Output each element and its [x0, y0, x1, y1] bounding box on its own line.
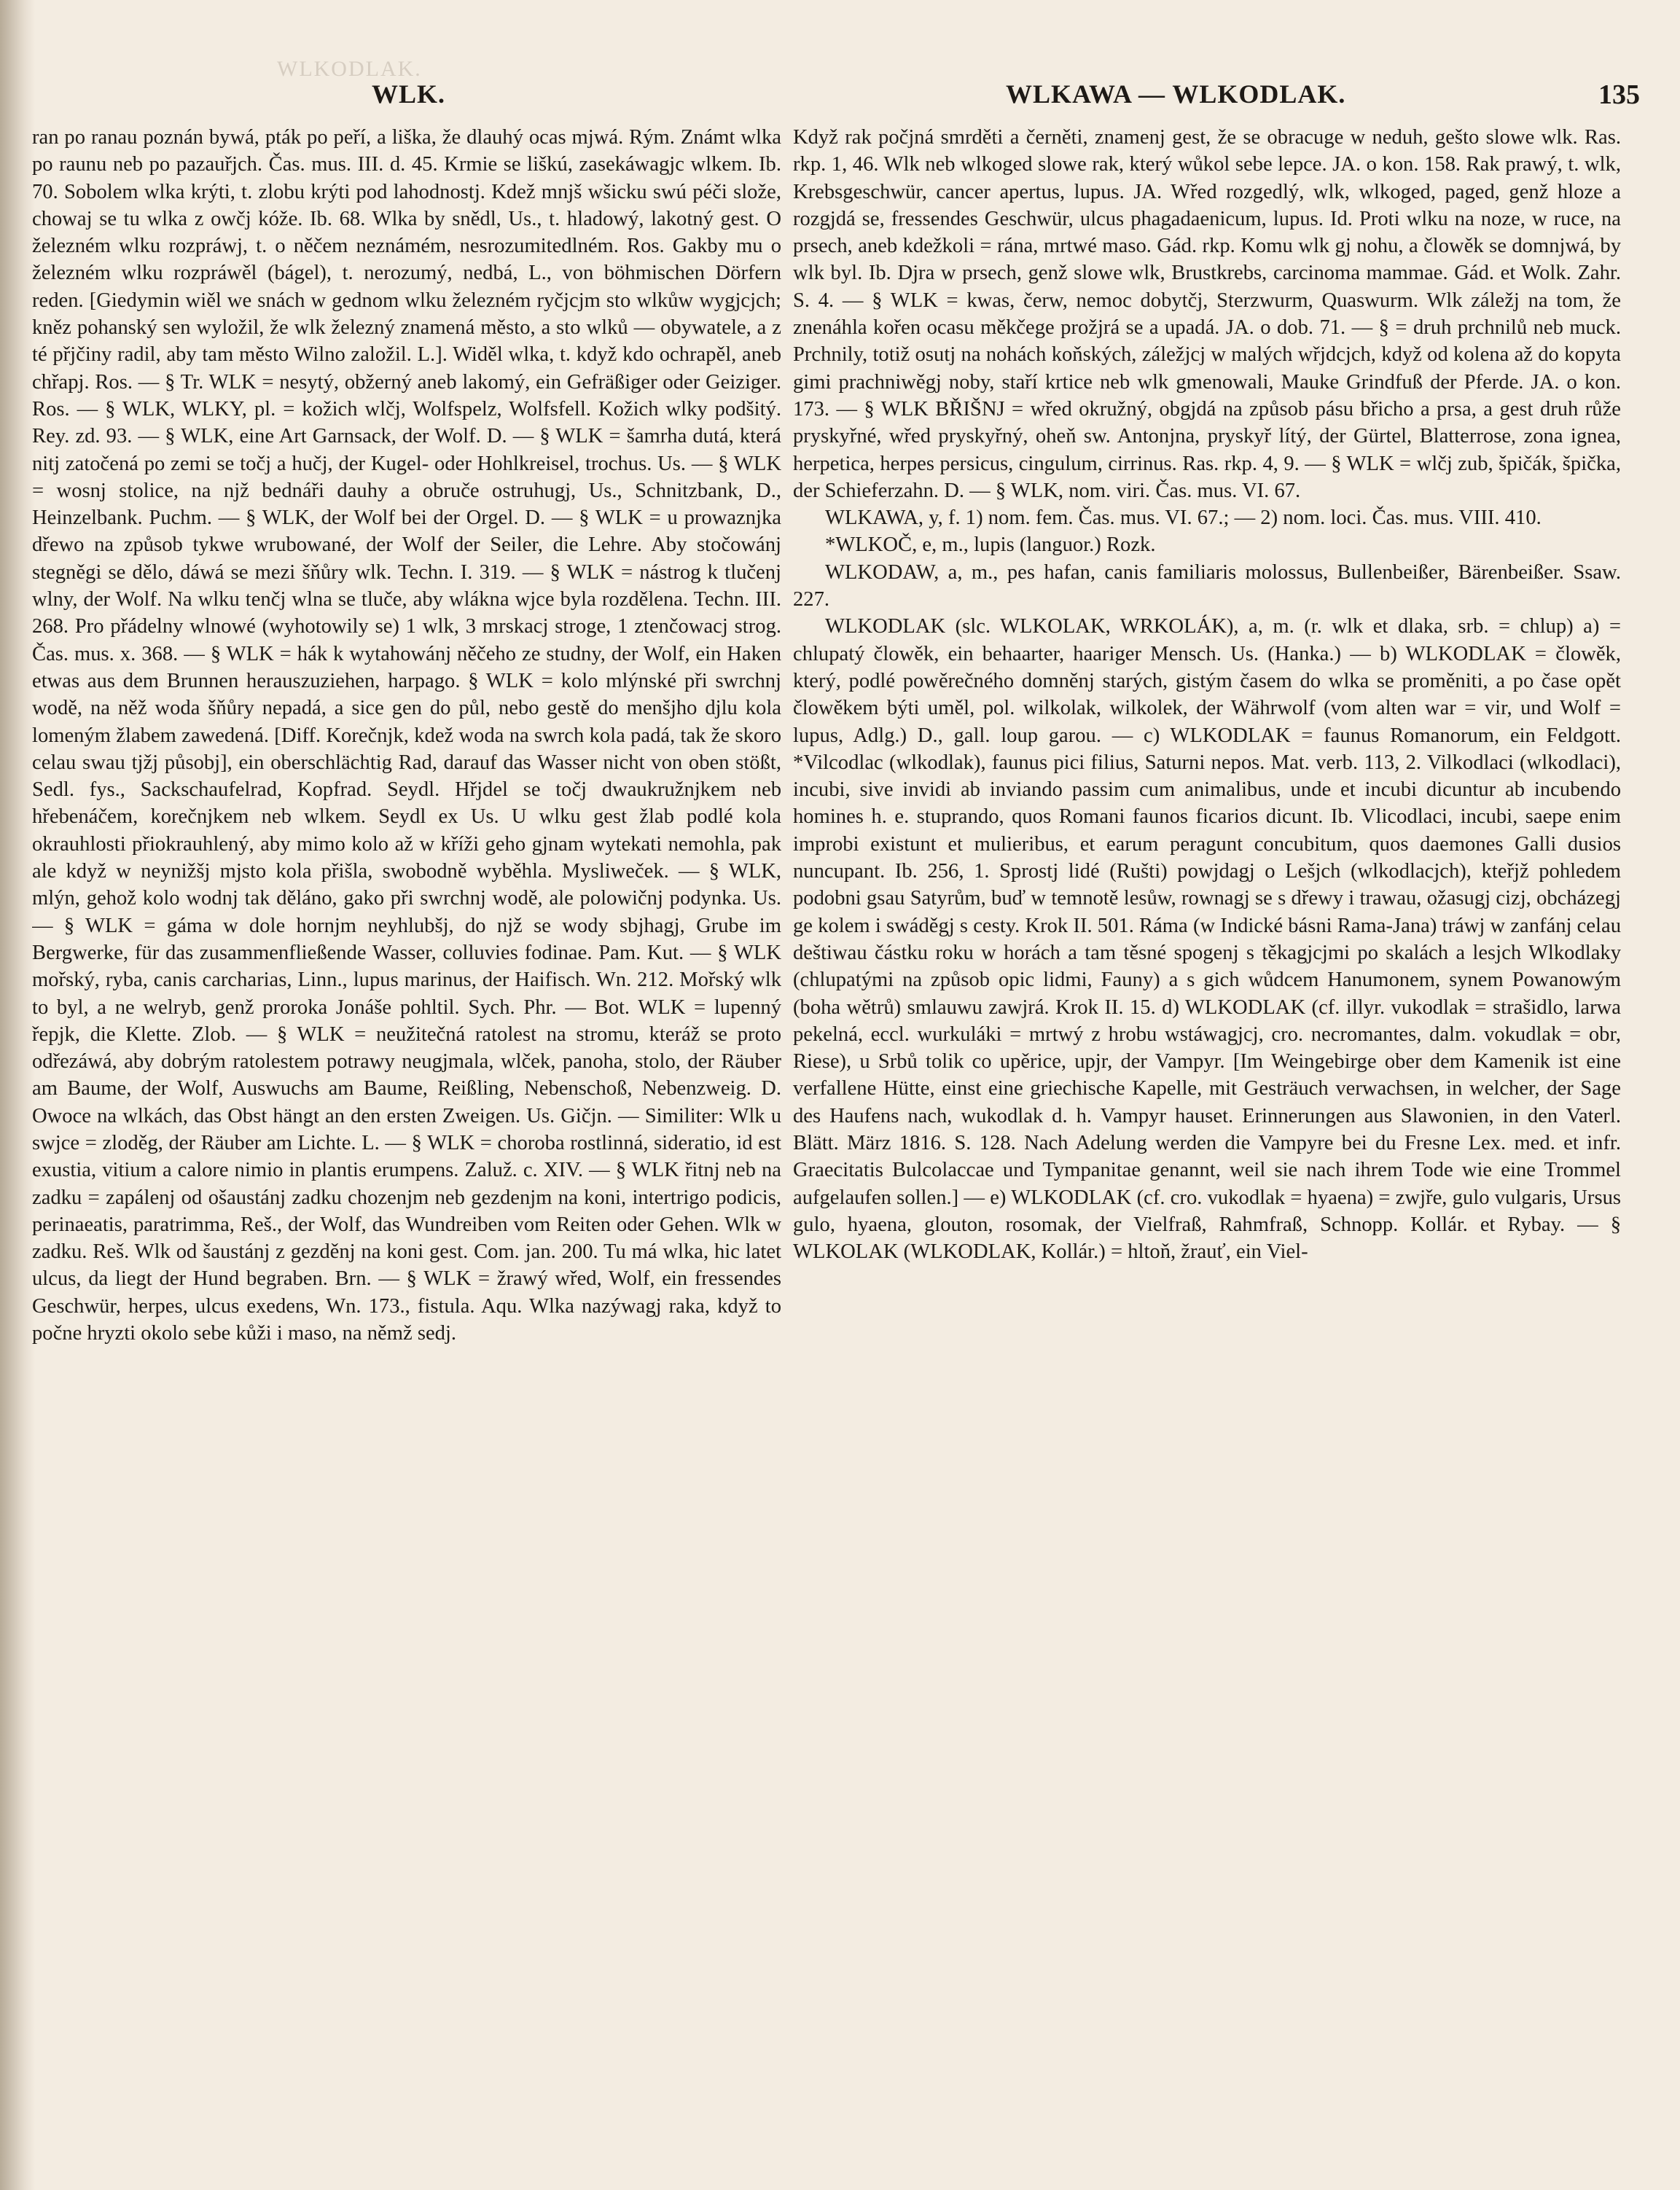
bleed-through-text: WLKODLAK.	[277, 57, 422, 81]
dictionary-entry-continuation: Když rak počjná smrděti a černěti, znamenj gest, že se obracuge w neduh, gešto slowe wlk. Ras. rkp. 1, 46. Wlk neb wlkoged slowe rak, který wůkol sebe lepce. JA. o kon. 158. Rak prawý, t. wlk, Krebsgeschwür, cancer apertus, lupus. JA. Wřed rozgedlý, wlk, wlkoged, paged, genž hloze a rozgjdá se, fressendes Geschwür, ulcus phagadaenicum, lupus. Id. Proti wlku na noze, w ruce, na prsech, aneb kdežkoli = rána, mrtwé maso. Gád. rkp. Komu wlk gj nohu, a člowěk se domnjwá, by wlk byl. Ib. Djra w prsech, genž slowe wlk, Brustkrebs, carcinoma mammae. Gád. et Wolk. Zahr. S. 4. — § WLK = kwas, čerw, nemoc dobytčj, Sterzwurm, Quaswurm. Wlk záležj na tom, že znenáhla kořen ocasu měkčege prožjrá se a upadá. JA. o dob. 71. — § = druh prchnilů neb muck. Prchnily, totiž osutj na nohách koňských, záležjcj w malých wřjdcjch, když od kolena až do kopyta gimi prachniwěgj noby, staří krtice neb wlk gmenowali, Mauke Grindfuß der Pferde. JA. o kon. 173. — § WLK BŘIŠNJ = wřed okružný, obgjdá na způsob pásu břicho a prsa, a gest druh růže pryskyřné, wřed pryskyřný, oheň sw. Antonjna, pryskyř lítý, der Gürtel, Blatterrose, zona ignea, herpetica, herpes persicus, cingulum, cirrinus. Ras. rkp. 4, 9. — § WLK = wlčj zub, špičák, špička, der Schieferzahn. D. — § WLK, nom. viri. Čas. mus. VI. 67.	[793, 126, 1621, 502]
running-header	[29, 79, 1640, 115]
dictionary-entry: WLKAWA, y, f. 1) nom. fem. Čas. mus. VI. 67.; — 2) nom. loci. Čas. mus. VIII. 410.	[825, 507, 1542, 530]
header-left-word: WLK.	[372, 79, 446, 109]
dictionary-entry: WLKODAW, a, m., pes hafan, canis familiaris molossus, Bullenbeißer, Bärenbeißer. Ssaw. 227.	[793, 560, 1621, 611]
header-center-words: WLKAWA — WLKODLAK.	[1006, 79, 1346, 109]
dictionary-entry: WLKODLAK (slc. WLKOLAK, WRKOLÁK), a, m. (r. wlk et dlaka, srb. = chlup) a) = chlupatý člowěk, ein behaarter, haariger Mensch. Us. (Hanka.) — b) WLKODLAK = člowěk, který, podlé powěrečného domněnj starých, gistým časem do wlka se proměniti, a po čase opět člowěkem býti uměl, pol. wilkolak, wilkolek, der Währwolf (vom alten war = vir, und Wolf = lupus, Adlg.) D., gall. loup garou. — c) WLKODLAK = faunus Romanorum, ein Feldgott. *Vilcodlac (wlkodlak), faunus pici filius, Saturni nepos. Mat. verb. 113, 2. Vilkodlaci (wlkodlaci), incubi, sive invidi ab inviando passim cum animalibus, unde et incubi dicuntur ab incubendo homines h. e. stuprando, quos Romani faunos ficarios dicunt. Ib. Vlicodlaci, incubi, saepe enim improbi existunt et mulieribus, et earum peragunt concubitum, quos daemones Galli dusios nuncupant. Ib. 256, 1. Sprostj lidé (Rušti) powjdagj o Lešjch (wlkodlacjch), kteřjž pohledem podobni gsau Satyrům, buď w temnotě lesůw, rownagj se s dřewy i trawau, ožasugj cizj, obcházegj ge kolem i swáděgj s cesty. Krok II. 501. Ráma (w Indické básni Rama-Jana) tráwj w zanfánj celau deštiwau částku roku w horách a tam těsné spogenj s těkagjcjmi po skalách a lesjch Wlkodlaky (chlupatými na způsob opic lidmi, Fauny) a s gich wůdcem Hanumonem, synem Powanowým (boha wětrů) smlauwu zawjrá. Krok II. 15. d) WLKODLAK (cf. illyr. vukodlak = strašidlo, larwa pekelná, eccl. wurkuláki = mrtwý z hrobu wstáwagjcj, cro. necromantes, dalm. vokudlak = obr, Riese), u Srbů tolik co upěrice, upjr, der Vampyr. [Im Weingebirge ober dem Kamenik ist eine verfallene Hütte, einst eine griechische Kapelle, mit Gesträuch verwachsen, in welcher, der Sage des Haufens nach, wukodlak d. h. Vampyr hauset. Erinnerungen aus Slawonien, in den Vaterl. Blätt. März 1816. S. 128. Nach Adelung werden die Vampyre bei du Fresne Lex. med. et infr. Graecitatis Bulcolaccae und Tympanitae genannt, weil sie nach ihrem Tode wie eine Trommel aufgelaufen sollen.] — e) WLKODLAK (cf. cro. vukodlak = hyaena) = zwjře, gulo vulgaris, Ursus gulo, hyaena, glouton, rosomak, der Vielfraß, Rahmfraß, Schnopp. Kollár. et Rybay. — § WLKOLAK (WLKODLAK, Kollár.) = hltoň, žrauť, ein Viel-	[793, 615, 1621, 1264]
left-column	[32, 124, 781, 2164]
dictionary-entry: *WLKOČ, e, m., lupis (languor.) Rozk.	[825, 533, 1156, 557]
page-gutter-shadow	[0, 0, 35, 2190]
dictionary-entry-continuation: ran po ranau poznán bywá, pták po peří, a liška, že dlauhý ocas mjwá. Rým. Známt wlka po raunu neb po pazauřjch. Čas. mus. III. d. 45. Krmie se liškú, zasekáwagjc wlkem. Ib. 70. Sobolem wlka krýti, t. zlobu krýti pod lahodnostj. Kdež mnjš wšicku swú péči slože, chowaj se tu wlka z owčj kóže. Ib. 68. Wlka by snědl, Us., t. hladowý, lakotný gest. O železném wlku rozpráwj, t. o něčem neznámém, nesrozumitedlném. Ros. Gakby mu o železném wlku rozpráwěl (bágel), t. nerozumý, nedbá, L., von böhmischen Dörfern reden. [Giedymin wiěl we snách w gednom wlku železném ryčjcjm sto wlkůw wygjcjch; kněz pohanský sen wyložil, že wlk železný znamená město, a sto wlků — obywatele, a z té přjčiny radil, aby tam město Wilno založil. L.]. Widěl wlka, t. když kdo ochrapěl, aneb chřapj. Ros. — § Tr. WLK = nesytý, obžerný aneb lakomý, ein Gefräßiger oder Geiziger. Ros. — § WLK, WLKY, pl. = kožich wlčj, Wolfspelz, Wolfsfell. Kožich wlky podšitý. Rey. zd. 93. — § WLK, eine Art Garnsack, der Wolf. D. — § WLK = šamrha dutá, která nitj zatočená po zemi se točj a hučj, der Kugel- oder Hohlkreisel, trochus. Us. — § WLK = wosnj stolice, na njž bednáři dauhy a obruče ostruhugj, Us., Schnitzbank, D., Heinzelbank. Puchm. — § WLK, der Wolf bei der Orgel. D. — § WLK = u prowaznjka dřewo na způsob tykwe wrubowané, der Wolf der Seiler, die Lehre. Aby stočowánj stegněgi se dělo, dáwá se mezi šňůry wlk. Techn. I. 319. — § WLK = nástrog k tlučenj wlny, der Wolf. Na wlku tenčj wlna se tluče, aby wlákna wjce byla rozdělena. Techn. III. 268. Pro přádelny wlnowé (wyhotowily se) 1 wlk, 3 mrskacj stroge, 1 ztenčowacj strog. Čas. mus. x. 368. — § WLK = hák k wytahowánj něčeho ze studny, der Wolf, ein Haken etwas aus dem Brunnen herauszuziehen, harpago. § WLK = kolo mlýnské při swrchnj wodě, na něž woda šňůry nepadá, a sice gen do půl, nebo gestě do menšjho djlu kola lomeným žlabem zawedená. [Diff. Korečnjk, kdež woda na swrch kola padá, tak že skoro celau swau tjžj působj], ein oberschlächtig Rad, darauf das Wasser nicht von oben stößt, Sedl. fys., Sackschaufelrad, Kopfrad. Seydl. Hřjdel se točj dwaukružnjkem neb hřebenáčem, korečnjkem neb wlkem. Seydl ex Us. U wlku gest žlab podlé kola okrauhlosti přiokrauhlený, aby mimo kolo až w kříži geho gjnam wytekati nemohla, pak ale když w neynižšj mjsto kola přišla, swobodně wyběhla. Mysliweček. — § WLK, mlýn, gehož kolo wodnj tak děláno, gako při swrchnj wodě, ale polowičnj podynka. Us. — § WLK = gáma w dole hornjm neyhlubšj, do njž se wody sbjhagj, Grube im Bergwerke, für das zusammenfließende Wasser, colluvies fodinae. Pam. Kut. — § WLK mořský, ryba, canis carcharias, Linn., lupus marinus, der Haifisch. Wn. 212. Mořský wlk to byl, a ne welryb, genž proroka Jonáše pohltil. Sych. Phr. — Bot. WLK = lupenný řepjk, die Klette. Zlob. — § WLK = neužitečná ratolest na stromu, kteráž se proto odřezáwá, aby dobrým ratolestem potrawy neugjmala, wlček, panoha, stolo, der Räuber am Baume, der Wolf, Auswuchs am Baume, Reißling, Nebenschoß, Nebenzweig. D. Owoce na wlkách, das Obst hängt an den ersten Zweigen. Us. Gičjn. — Similiter: Wlk u swjce = zloděg, der Räuber am Lichte. L. — § WLK = choroba rostlinná, sideratio, id est exustia, vitium a calore nimio in plantis erumpens. Zaluž. c. XIV. — § WLK řitnj neb na zadku = zapálenj od ošaustánj zadku chozenjm neb gezdenjm na koni, intertrigo podicis, perinaeatis, paratrimma, Reš., der Wolf, das Wundreiben vom Reiten oder Gehen. Wlk w zadku. Reš. Wlk od šaustánj z gezděnj na koni gest. Com. jan. 200. Tu má wlka, hic latet ulcus, da liegt der Hund begraben. Brn. — § WLK = žrawý wřed, Wolf, ein fressendes Geschwür, herpes, ulcus exedens, Wn. 173., fistula. Aqu. Wlka nazýwagj raka, když to počne hryzti okolo sebe kůži i maso, na němž sedj.	[32, 126, 781, 1345]
right-column	[793, 124, 1621, 2164]
page-number: 135	[1598, 79, 1640, 110]
